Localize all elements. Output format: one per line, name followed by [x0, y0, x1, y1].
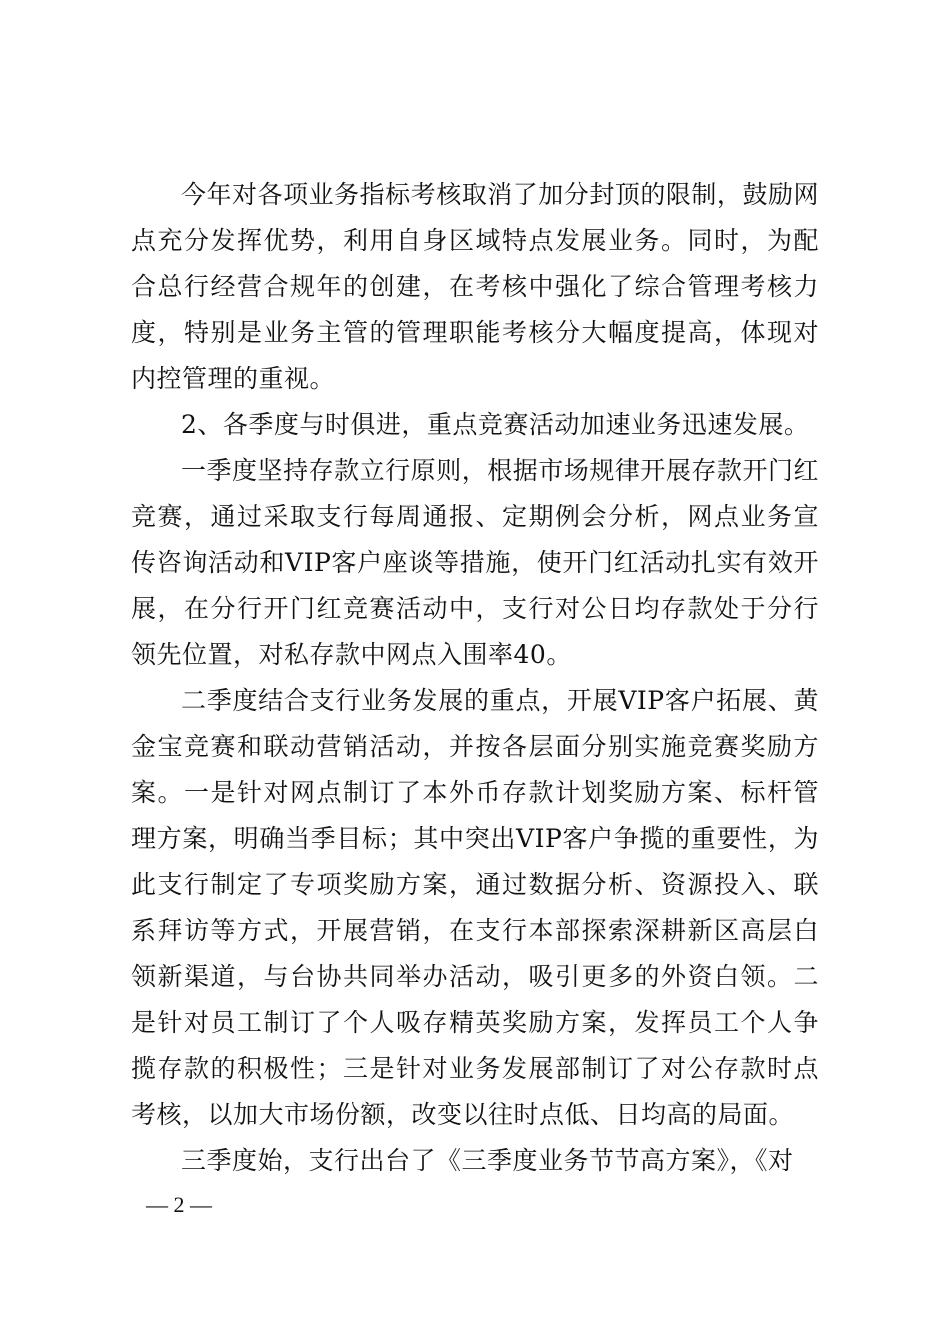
document-body [131, 172, 819, 1184]
paragraph-section-heading-2: 2、各季度与时俱进，重点竞赛活动加速业务迅速发展。 [181, 410, 810, 439]
paragraph-third-quarter: 三季度始，支行出台了《三季度业务节节高方案》，《对 [181, 1146, 794, 1175]
paragraph-second-quarter: 二季度结合支行业务发展的重点，开展VIP客户拓展、黄金宝竞赛和联动营销活动，并按各层面分别实施竞赛奖励方案。一是针对网点制订了本外币存款计划奖励方案、标杆管理方案，明确当季目标；其中突出VIP客户争揽的重要性，为此支行制定了专项奖励方案，通过数据分析、资源投入、联系拜访等方式，开展营销，在支行本部探索深耕新区高层白领新渠道，与台协共同举办活动，吸引更多的外资白领。二是针对员工制订了个人吸存精英奖励方案，发挥员工个人争揽存款的积极性；三是针对业务发展部制订了对公存款时点考核，以加大市场份额，改变以往时点低、日均高的局面。 [131, 686, 819, 1129]
paragraph-first-quarter: 一季度坚持存款立行原则，根据市场规律开展存款开门红竞赛，通过采取支行每周通报、定期例会分析，网点业务宣传咨询活动和VIP客户座谈等措施，使开门红活动扎实有效开展，在分行开门红竞赛活动中，支行对公日均存款处于分行领先位置，对私存款中网点入围率40。 [131, 456, 819, 669]
page-number: — 2 — [146, 1192, 212, 1217]
paragraph-assessment-reform: 今年对各项业务指标考核取消了加分封顶的限制，鼓励网点充分发挥优势，利用自身区域特点发展业务。同时，为配合总行经营合规年的创建，在考核中强化了综合管理考核力度，特别是业务主管的管理职能考核分大幅度提高，体现对内控管理的重视。 [131, 180, 819, 393]
